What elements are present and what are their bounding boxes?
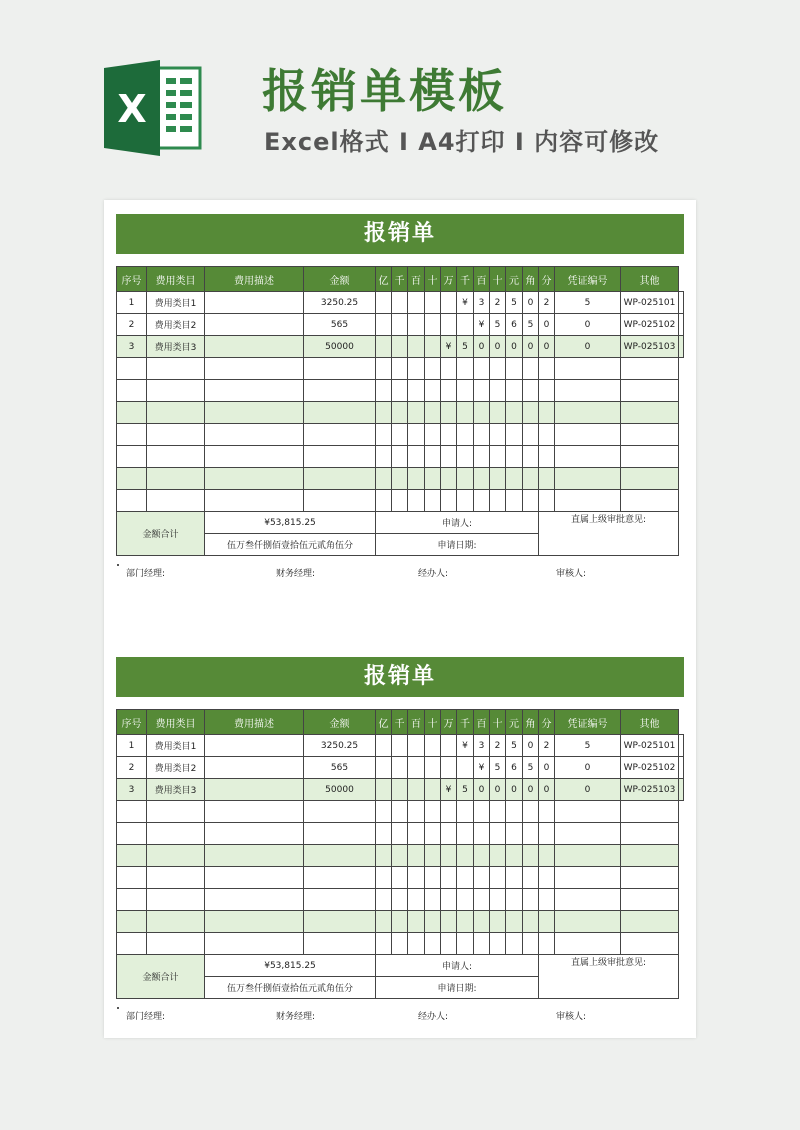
col-header: 万	[441, 267, 457, 292]
page-subtitle: Excel格式 I A4打印 I 内容可修改	[264, 128, 660, 156]
digit-cell[interactable]	[376, 314, 392, 336]
row-category[interactable]: 费用类目1	[147, 735, 205, 757]
digit-cell[interactable]	[392, 336, 408, 358]
col-header: 千	[457, 710, 474, 735]
digit-cell[interactable]	[408, 292, 425, 314]
digit-cell[interactable]	[425, 779, 441, 801]
digit-cell[interactable]: 0	[523, 292, 539, 314]
digit-cell[interactable]	[425, 735, 441, 757]
col-header: 亿	[376, 267, 392, 292]
row-amount[interactable]: 50000	[304, 336, 376, 358]
digit-cell[interactable]: 0	[506, 336, 523, 358]
digit-cell[interactable]	[441, 757, 457, 779]
digit-cell[interactable]: 6	[506, 314, 523, 336]
digit-cell[interactable]: 2	[539, 292, 555, 314]
row-other[interactable]	[679, 336, 684, 358]
digit-cell[interactable]	[392, 314, 408, 336]
digit-cell[interactable]	[376, 735, 392, 757]
digit-cell[interactable]: 0	[523, 779, 539, 801]
row-desc[interactable]	[205, 757, 304, 779]
col-header: 十	[490, 710, 506, 735]
total-amount[interactable]: ¥53,815.25	[205, 512, 376, 534]
digit-cell[interactable]: 5	[506, 292, 523, 314]
col-header: 其他	[621, 710, 679, 735]
digit-cell[interactable]	[457, 314, 474, 336]
empty-row[interactable]	[117, 889, 684, 911]
empty-row[interactable]	[117, 845, 684, 867]
table-row	[117, 292, 684, 314]
digit-cell[interactable]: 0	[555, 336, 621, 358]
page-title: 报销单模板	[262, 64, 507, 118]
reviewer-label: 审核人:	[556, 1012, 587, 1022]
approval-field[interactable]: 直属上级审批意见:	[539, 512, 679, 556]
digit-cell[interactable]	[408, 757, 425, 779]
digit-cell[interactable]: 0	[539, 336, 555, 358]
col-header: 其他	[621, 267, 679, 292]
digit-cell[interactable]	[392, 757, 408, 779]
digit-cell[interactable]	[376, 292, 392, 314]
digit-cell[interactable]: ¥	[474, 757, 490, 779]
digit-cell[interactable]	[425, 292, 441, 314]
row-desc[interactable]	[205, 336, 304, 358]
empty-row[interactable]	[117, 801, 684, 823]
empty-row[interactable]	[117, 933, 684, 955]
digit-cell[interactable]: 0	[555, 314, 621, 336]
total-in-words[interactable]: 伍万叁仟捌佰壹拾伍元贰角伍分	[205, 977, 376, 999]
marker-dot	[117, 1007, 119, 1009]
applicant-field[interactable]: 申请人:	[376, 955, 539, 977]
digit-cell[interactable]: 6	[506, 757, 523, 779]
row-desc[interactable]	[205, 735, 304, 757]
digit-cell[interactable]: 0	[539, 757, 555, 779]
col-header: 角	[523, 267, 539, 292]
row-other[interactable]	[679, 314, 684, 336]
digit-cell[interactable]	[376, 336, 392, 358]
col-header: 凭证编号	[555, 710, 621, 735]
col-header: 凭证编号	[555, 267, 621, 292]
total-label: 金额合计	[117, 512, 205, 556]
digit-cell[interactable]: 5	[490, 314, 506, 336]
row-other[interactable]	[679, 292, 684, 314]
empty-row[interactable]	[117, 446, 684, 468]
col-header: 十	[425, 267, 441, 292]
row-no[interactable]: 3	[117, 336, 147, 358]
col-header: 分	[539, 710, 555, 735]
header	[0, 0, 800, 200]
apply-date-field[interactable]: 申请日期:	[376, 534, 539, 556]
row-category[interactable]: 费用类目3	[147, 779, 205, 801]
signature-row	[116, 566, 684, 582]
col-header: 金额	[304, 710, 376, 735]
digit-cell[interactable]	[408, 779, 425, 801]
digit-cell[interactable]: 0	[490, 336, 506, 358]
empty-row[interactable]	[117, 424, 684, 446]
handler-label: 经办人:	[418, 569, 449, 579]
digit-cell[interactable]: 5	[490, 757, 506, 779]
col-header: 费用类目	[147, 710, 205, 735]
row-amount[interactable]: 565	[304, 314, 376, 336]
digit-cell[interactable]	[441, 292, 457, 314]
digit-cell[interactable]: ¥	[457, 292, 474, 314]
row-category[interactable]: 费用类目1	[147, 292, 205, 314]
table-header-row	[117, 710, 684, 735]
col-header: 十	[425, 710, 441, 735]
col-header: 百	[408, 710, 425, 735]
digit-cell[interactable]: 5	[506, 735, 523, 757]
digit-cell[interactable]: 5	[457, 336, 474, 358]
row-voucher[interactable]: WP-025103	[621, 779, 679, 801]
col-header: 百	[474, 710, 490, 735]
table-row	[117, 336, 684, 358]
digit-cell[interactable]: 2	[490, 292, 506, 314]
empty-row[interactable]	[117, 468, 684, 490]
digit-cell[interactable]: 5	[523, 314, 539, 336]
row-voucher[interactable]: WP-025103	[621, 336, 679, 358]
table-row	[117, 735, 684, 757]
digit-cell[interactable]	[408, 314, 425, 336]
digit-cell[interactable]: 3	[474, 292, 490, 314]
digit-cell[interactable]: 0	[539, 314, 555, 336]
excel-logo-icon	[104, 60, 204, 156]
digit-cell[interactable]: 2	[490, 735, 506, 757]
digit-cell[interactable]	[376, 779, 392, 801]
empty-row[interactable]	[117, 380, 684, 402]
table-row	[117, 314, 684, 336]
table-row	[117, 779, 684, 801]
logo-letter: X	[117, 87, 147, 131]
digit-cell[interactable]	[408, 735, 425, 757]
digit-cell[interactable]	[441, 314, 457, 336]
empty-row[interactable]	[117, 358, 684, 380]
total-amount[interactable]: ¥53,815.25	[205, 955, 376, 977]
digit-cell[interactable]: ¥	[441, 336, 457, 358]
digit-cell[interactable]: 5	[523, 757, 539, 779]
row-desc[interactable]	[205, 779, 304, 801]
row-voucher[interactable]: WP-025101	[621, 735, 679, 757]
col-header: 序号	[117, 710, 147, 735]
row-amount[interactable]: 3250.25	[304, 292, 376, 314]
row-other[interactable]	[679, 757, 684, 779]
signature-row	[116, 1009, 684, 1025]
col-header: 千	[392, 267, 408, 292]
dept-manager-label: 部门经理:	[126, 1012, 166, 1022]
digit-cell[interactable]: 0	[523, 735, 539, 757]
digit-cell[interactable]: 5	[457, 779, 474, 801]
digit-cell[interactable]	[425, 336, 441, 358]
row-category[interactable]: 费用类目3	[147, 336, 205, 358]
row-no[interactable]: 2	[117, 757, 147, 779]
digit-cell[interactable]: 5	[555, 735, 621, 757]
digit-cell[interactable]	[376, 757, 392, 779]
digit-cell[interactable]: 0	[490, 779, 506, 801]
digit-cell[interactable]: ¥	[441, 779, 457, 801]
row-category[interactable]: 费用类目2	[147, 314, 205, 336]
digit-cell[interactable]	[425, 757, 441, 779]
row-amount[interactable]: 565	[304, 757, 376, 779]
digit-cell[interactable]: 2	[539, 735, 555, 757]
paper-sheet	[104, 200, 696, 1038]
col-header: 费用类目	[147, 267, 205, 292]
row-amount[interactable]: 50000	[304, 779, 376, 801]
form-title: 报销单	[116, 214, 684, 254]
col-header: 万	[441, 710, 457, 735]
col-header: 亿	[376, 710, 392, 735]
empty-row[interactable]	[117, 402, 684, 424]
applicant-field[interactable]: 申请人:	[376, 512, 539, 534]
table-header-row	[117, 267, 684, 292]
row-category[interactable]: 费用类目2	[147, 757, 205, 779]
empty-row[interactable]	[117, 911, 684, 933]
empty-row[interactable]	[117, 867, 684, 889]
col-header: 金额	[304, 267, 376, 292]
reimbursement-table	[116, 709, 684, 999]
row-amount[interactable]: 3250.25	[304, 735, 376, 757]
col-header: 序号	[117, 267, 147, 292]
digit-cell[interactable]: 0	[474, 336, 490, 358]
digit-cell[interactable]: 0	[555, 779, 621, 801]
digit-cell[interactable]: 0	[506, 779, 523, 801]
col-header: 十	[490, 267, 506, 292]
empty-row[interactable]	[117, 490, 684, 512]
digit-cell[interactable]	[457, 757, 474, 779]
digit-cell[interactable]: ¥	[457, 735, 474, 757]
form-title: 报销单	[116, 657, 684, 697]
reimbursement-table	[116, 266, 684, 556]
row-desc[interactable]	[205, 314, 304, 336]
col-header: 费用描述	[205, 710, 304, 735]
dept-manager-label: 部门经理:	[126, 569, 166, 579]
col-header: 费用描述	[205, 267, 304, 292]
row-no[interactable]: 3	[117, 779, 147, 801]
handler-label: 经办人:	[418, 1012, 449, 1022]
total-in-words[interactable]: 伍万叁仟捌佰壹拾伍元贰角伍分	[205, 534, 376, 556]
digit-cell[interactable]: 0	[555, 757, 621, 779]
total-label: 金额合计	[117, 955, 205, 999]
marker-dot	[117, 564, 119, 566]
digit-cell[interactable]	[392, 779, 408, 801]
digit-cell[interactable]	[392, 735, 408, 757]
row-voucher[interactable]: WP-025101	[621, 292, 679, 314]
digit-cell[interactable]: 0	[523, 336, 539, 358]
empty-row[interactable]	[117, 823, 684, 845]
apply-date-field[interactable]: 申请日期:	[376, 977, 539, 999]
finance-manager-label: 财务经理:	[276, 1012, 316, 1022]
digit-cell[interactable]: 0	[539, 779, 555, 801]
row-other[interactable]	[679, 735, 684, 757]
col-header: 元	[506, 267, 523, 292]
col-header: 元	[506, 710, 523, 735]
row-voucher[interactable]: WP-025102	[621, 757, 679, 779]
digit-cell[interactable]	[392, 292, 408, 314]
row-desc[interactable]	[205, 292, 304, 314]
approval-field[interactable]: 直属上级审批意见:	[539, 955, 679, 999]
row-voucher[interactable]: WP-025102	[621, 314, 679, 336]
digit-cell[interactable]: 0	[474, 779, 490, 801]
col-header: 千	[392, 710, 408, 735]
row-no[interactable]: 1	[117, 292, 147, 314]
row-no[interactable]: 1	[117, 735, 147, 757]
col-header: 千	[457, 267, 474, 292]
digit-cell[interactable]	[425, 314, 441, 336]
reimbursement-form-2	[116, 657, 684, 1022]
reimbursement-form-1	[116, 214, 684, 579]
digit-cell[interactable]: ¥	[474, 314, 490, 336]
digit-cell[interactable]	[408, 336, 425, 358]
digit-cell[interactable]: 5	[555, 292, 621, 314]
digit-cell[interactable]	[441, 735, 457, 757]
reviewer-label: 审核人:	[556, 569, 587, 579]
col-header: 百	[474, 267, 490, 292]
digit-cell[interactable]: 3	[474, 735, 490, 757]
summary-row	[117, 512, 684, 534]
col-header: 角	[523, 710, 539, 735]
row-other[interactable]	[679, 779, 684, 801]
row-no[interactable]: 2	[117, 314, 147, 336]
col-header: 分	[539, 267, 555, 292]
col-header: 百	[408, 267, 425, 292]
summary-row	[117, 955, 684, 977]
finance-manager-label: 财务经理:	[276, 569, 316, 579]
table-row	[117, 757, 684, 779]
